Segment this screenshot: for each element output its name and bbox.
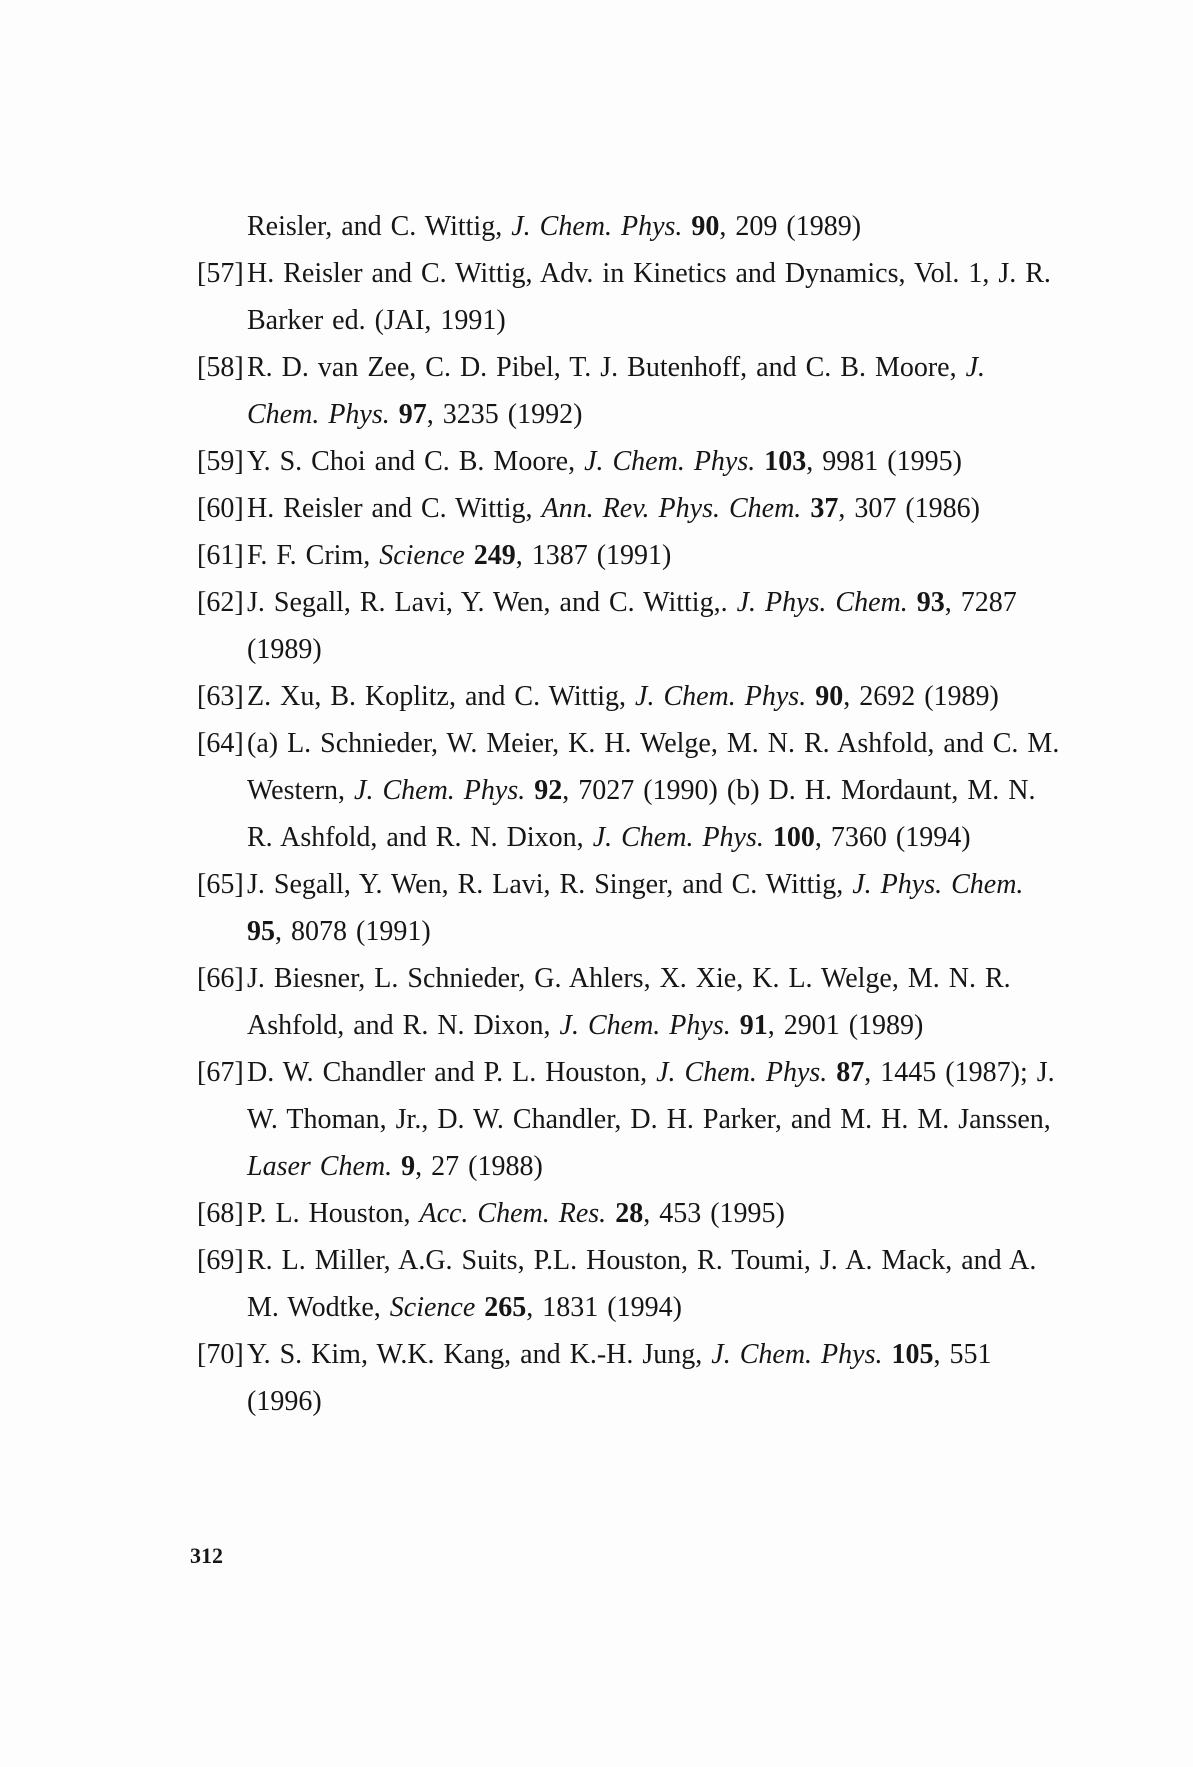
volume-number: 100	[772, 822, 815, 853]
journal-name: J. Chem. Phys.	[584, 446, 756, 477]
journal-name: J. Chem. Phys.	[656, 1057, 828, 1088]
reference-item	[197, 1331, 1062, 1425]
reference-segment: , 9981 (1995)	[806, 446, 962, 477]
journal-name: Science	[379, 540, 465, 571]
journal-name: J. Chem. Phys.	[511, 211, 683, 242]
journal-name: Laser Chem.	[247, 1151, 393, 1182]
volume-number: 92	[534, 775, 563, 806]
volume-number: 103	[764, 446, 807, 477]
reference-item	[197, 532, 1062, 579]
reference-text	[247, 579, 1062, 673]
volume-number: 265	[484, 1292, 527, 1323]
reference-text	[247, 532, 1062, 579]
reference-segment: (a) L. Schnieder, W. Meier, K. H. Welge, M. N. R. Ashfold, and C. M. Western,	[247, 728, 1060, 806]
journal-name: J. Chem. Phys.	[354, 775, 526, 806]
reference-segment	[764, 822, 773, 853]
reference-text	[247, 673, 1062, 720]
reference-segment: , 209 (1989)	[719, 211, 862, 242]
reference-text	[247, 1049, 1062, 1190]
reference-segment: Z. Xu, B. Koplitz, and C. Wittig,	[247, 681, 636, 712]
reference-segment	[801, 493, 810, 524]
reference-segment: , 7027 (1990) (b) D. H. Mordaunt, M. N. R. Ashfold, and R. N. Dixon,	[247, 775, 1036, 853]
reference-item	[197, 673, 1062, 720]
reference-segment	[475, 1292, 484, 1323]
journal-name: J. Phys. Chem.	[852, 869, 1024, 900]
reference-segment: J. Segall, R. Lavi, Y. Wen, and C. Wittig,.	[247, 587, 737, 618]
reference-segment: , 7360 (1994)	[814, 822, 971, 853]
reference-segment: , 2692 (1989)	[843, 681, 999, 712]
reference-item	[197, 1049, 1062, 1190]
reference-segment: , 2901 (1989)	[767, 1010, 924, 1041]
reference-number: [70]	[197, 1339, 244, 1370]
volume-number: 249	[473, 540, 516, 571]
reference-number: [66]	[197, 963, 244, 994]
reference-segment: Y. S. Kim, W.K. Kang, and K.-H. Jung,	[247, 1339, 712, 1370]
reference-segment	[731, 1010, 740, 1041]
volume-number: 28	[615, 1198, 644, 1229]
reference-segment: R. L. Miller, A.G. Suits, P.L. Houston, R. Toumi, J. A. Mack, and A. M. Wodtke,	[247, 1245, 1037, 1323]
reference-segment: Reisler, and C. Wittig,	[247, 211, 512, 242]
reference-number: [64]	[197, 728, 244, 759]
reference-segment	[392, 1151, 401, 1182]
reference-text	[247, 1237, 1062, 1331]
reference-text	[247, 250, 1062, 344]
reference-segment: H. Reisler and C. Wittig,	[247, 493, 542, 524]
reference-segment	[390, 399, 399, 430]
volume-number: 9	[401, 1151, 416, 1182]
journal-name: J. Chem. Phys.	[711, 1339, 883, 1370]
reference-number: [68]	[197, 1198, 244, 1229]
reference-number: [58]	[197, 352, 244, 383]
journal-name: J. Chem. Phys.	[635, 681, 807, 712]
reference-segment	[525, 775, 534, 806]
reference-segment	[606, 1198, 615, 1229]
reference-number: [65]	[197, 869, 244, 900]
reference-text	[247, 203, 1062, 250]
reference-item	[197, 861, 1062, 955]
reference-number: [57]	[197, 258, 244, 289]
reference-item	[247, 203, 1062, 250]
reference-item	[197, 485, 1062, 532]
reference-segment: , 453 (1995)	[643, 1198, 785, 1229]
volume-number: 90	[691, 211, 720, 242]
reference-item	[197, 1190, 1062, 1237]
reference-segment: R. D. van Zee, C. D. Pibel, T. J. Butenhoff, and C. B. Moore,	[247, 352, 966, 383]
reference-segment	[806, 681, 815, 712]
reference-text	[247, 861, 1062, 955]
reference-number: [67]	[197, 1057, 244, 1088]
reference-list	[197, 203, 1062, 1425]
journal-name: J. Chem. Phys.	[247, 352, 986, 430]
page-number: 312	[190, 1543, 223, 1568]
journal-name: Acc. Chem. Res.	[419, 1198, 607, 1229]
reference-text	[247, 720, 1062, 861]
volume-number: 91	[739, 1010, 768, 1041]
reference-segment: , 7287 (1989)	[247, 587, 1017, 665]
volume-number: 87	[836, 1057, 865, 1088]
reference-segment: , 27 (1988)	[415, 1151, 543, 1182]
reference-segment: , 307 (1986)	[838, 493, 980, 524]
journal-name: Ann. Rev. Phys. Chem.	[541, 493, 802, 524]
journal-name: Science	[389, 1292, 476, 1323]
reference-text	[247, 485, 1062, 532]
volume-number: 37	[810, 493, 839, 524]
reference-item	[197, 720, 1062, 861]
reference-number: [59]	[197, 446, 244, 477]
reference-segment: , 8078 (1991)	[275, 916, 431, 947]
reference-text	[247, 1331, 1062, 1425]
reference-segment	[908, 587, 917, 618]
reference-segment: , 1445 (1987); J. W. Thoman, Jr., D. W. Chandler, D. H. Parker, and M. H. M. Janssen,	[247, 1057, 1055, 1135]
journal-name: J. Chem. Phys.	[559, 1010, 731, 1041]
reference-segment: , 1831 (1994)	[526, 1292, 682, 1323]
reference-segment	[755, 446, 764, 477]
reference-item	[197, 1237, 1062, 1331]
reference-item	[197, 438, 1062, 485]
reference-segment	[827, 1057, 836, 1088]
volume-number: 90	[815, 681, 844, 712]
reference-segment: H. Reisler and C. Wittig, Adv. in Kinetics and Dynamics, Vol. 1, J. R. Barker ed. (JAI, 1991)	[247, 258, 1051, 336]
reference-segment: F. F. Crim,	[247, 540, 380, 571]
reference-segment: J. Biesner, L. Schnieder, G. Ahlers, X. Xie, K. L. Welge, M. N. R. Ashfold, and R. N. Dixon,	[247, 963, 1011, 1041]
reference-item	[197, 955, 1062, 1049]
reference-segment: , 1387 (1991)	[515, 540, 672, 571]
volume-number: 95	[247, 916, 275, 947]
journal-name: J. Phys. Chem.	[736, 587, 908, 618]
volume-number: 97	[398, 399, 427, 430]
reference-number: [60]	[197, 493, 244, 524]
reference-segment: , 3235 (1992)	[426, 399, 583, 430]
reference-segment: Y. S. Choi and C. B. Moore,	[247, 446, 585, 477]
volume-number: 105	[891, 1339, 934, 1370]
reference-segment: D. W. Chandler and P. L. Houston,	[247, 1057, 657, 1088]
reference-text	[247, 344, 1062, 438]
volume-number: 93	[916, 587, 945, 618]
reference-segment: J. Segall, Y. Wen, R. Lavi, R. Singer, and C. Wittig,	[247, 869, 853, 900]
reference-item	[197, 250, 1062, 344]
reference-item	[197, 579, 1062, 673]
reference-text	[247, 438, 1062, 485]
reference-segment: P. L. Houston,	[247, 1198, 420, 1229]
reference-number: [62]	[197, 587, 244, 618]
reference-item	[197, 344, 1062, 438]
reference-number: [69]	[197, 1245, 244, 1276]
reference-number: [63]	[197, 681, 244, 712]
journal-name: J. Chem. Phys.	[592, 822, 764, 853]
reference-segment: , 551 (1996)	[247, 1339, 992, 1417]
reference-text	[247, 1190, 1062, 1237]
reference-text	[247, 955, 1062, 1049]
reference-segment	[465, 540, 474, 571]
reference-number: [61]	[197, 540, 244, 571]
